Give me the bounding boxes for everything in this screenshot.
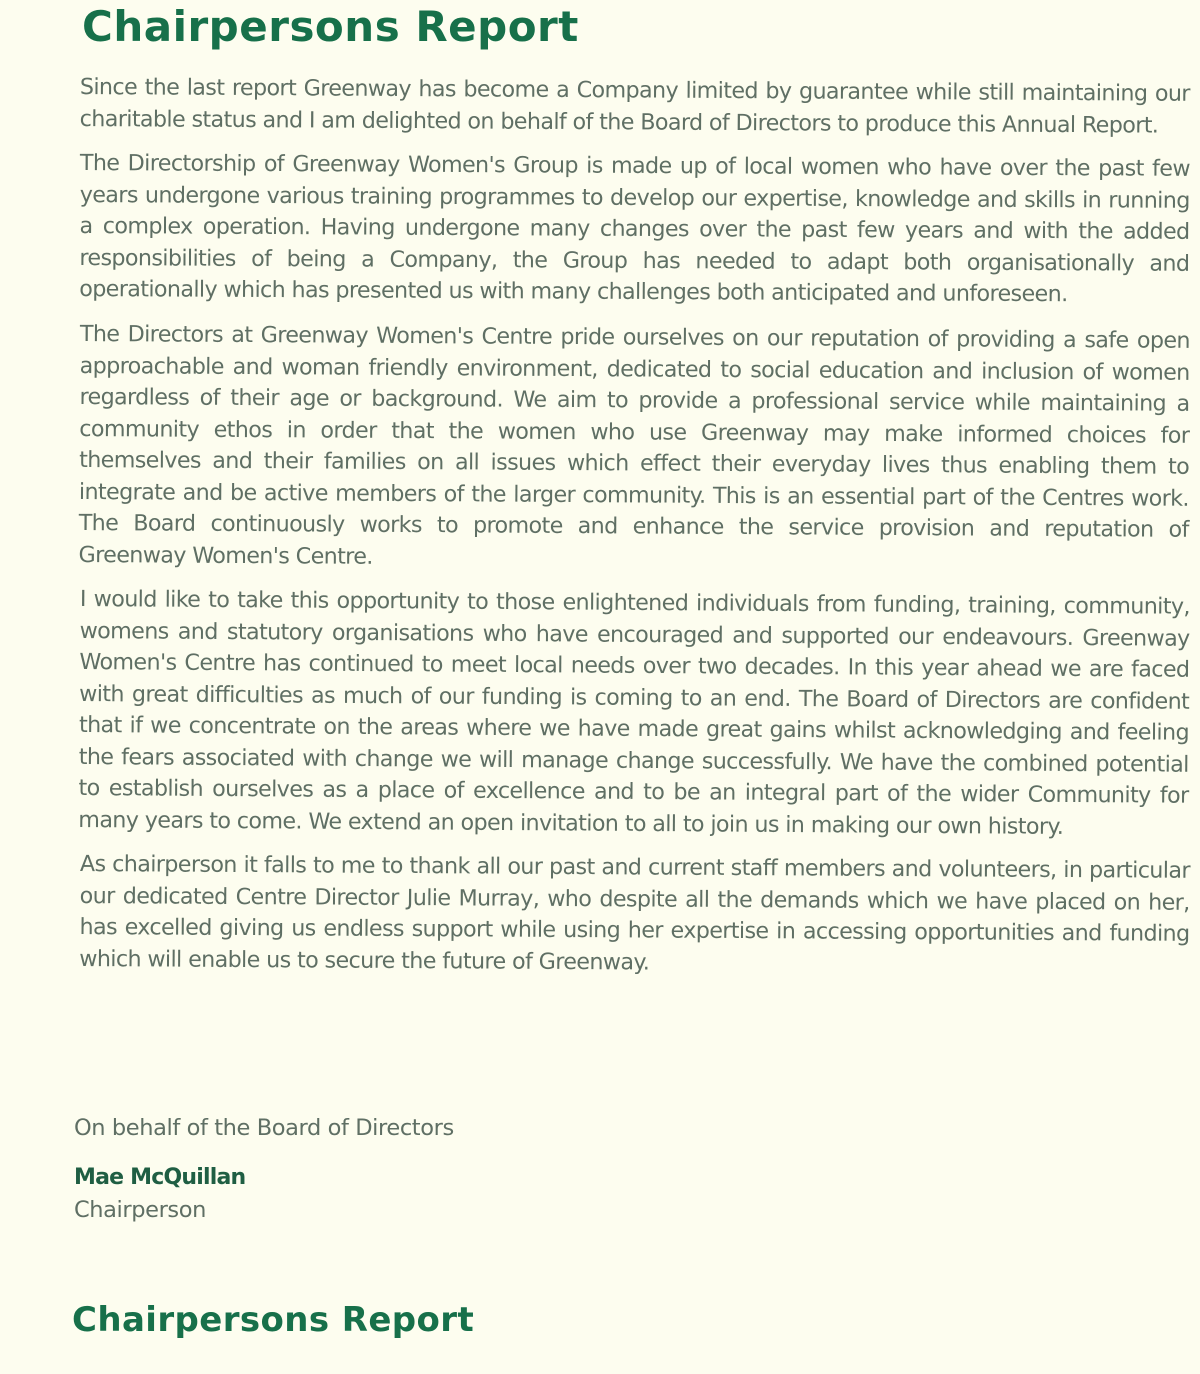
page-title: Chairpersons Report [82, 2, 579, 51]
signoff-line: On behalf of the Board of Directors [74, 1115, 454, 1141]
report-body [80, 72, 1190, 988]
paragraph-reputation: The Directors at Greenway Women's Centre pride ourselves on our reputation of providing a safe open approachable and woman friendly environment, dedicated to social education and inclusion of women regardless of their age or background. We aim to provide a professional service while maintaining a community ethos in order that the women who use Greenway may make informed choices for themselves and their families on all issues which effect their everyday lives thus enabling them to integrate and be active members of the larger community. This is an essential part of the Centres work. The Board continuously works to promote and enhance the service provision and reputation of Greenway Women's Centre. [78, 320, 1190, 569]
signatory-name: Mae McQuillan [74, 1165, 246, 1190]
paragraph-acknowledgements: I would like to take this opportunity to those enlightened individuals from funding, training, community, womens and statutory organisations who have encouraged and supported our endeavours. Greenway Women's Centre has continued to meet local needs over two decades. In this year ahead we are faced with great difficulties as much of our funding is coming to an end. The Board of Directors are confident that if we concentrate on the areas where we have made great gains whilst acknowledging and feeling the fears associated with change we will manage change successfully. We have the combined potential to establish ourselves as a place of excellence and to be an integral part of the wider Community for many years to come. We extend an open invitation to all to join us in making our own history. [78, 585, 1190, 839]
signatory-role: Chairperson [74, 1197, 206, 1223]
paragraph-thanks: As chairperson it falls to me to thank all our past and current staff members and volunteers, in particular our dedicated Centre Director Julie Murray, who despite all the demands which we have placed on her, has excelled giving us endless support while using her expertise in accessing opportunities and funding which will enable us to secure the future of Greenway. [79, 850, 1190, 975]
footer-title: Chairpersons Report [72, 1300, 475, 1340]
paragraph-directorship: The Directorship of Greenway Women's Group is made up of local women who have over the past few years undergone various training programmes to develop our expertise, knowledge and skills in running a complex operation. Having undergone many changes over the past few years and with the added responsibilities of being a Company, the Group has needed to adapt both organisationally and operationally which has presented us with many challenges both anticipated and unforeseen. [79, 149, 1190, 308]
paragraph-company-status: Since the last report Greenway has become a Company limited by guarantee while still maintaining our charitable status and I am delighted on behalf of the Board of Directors to produce this Annual Report. [79, 73, 1190, 139]
